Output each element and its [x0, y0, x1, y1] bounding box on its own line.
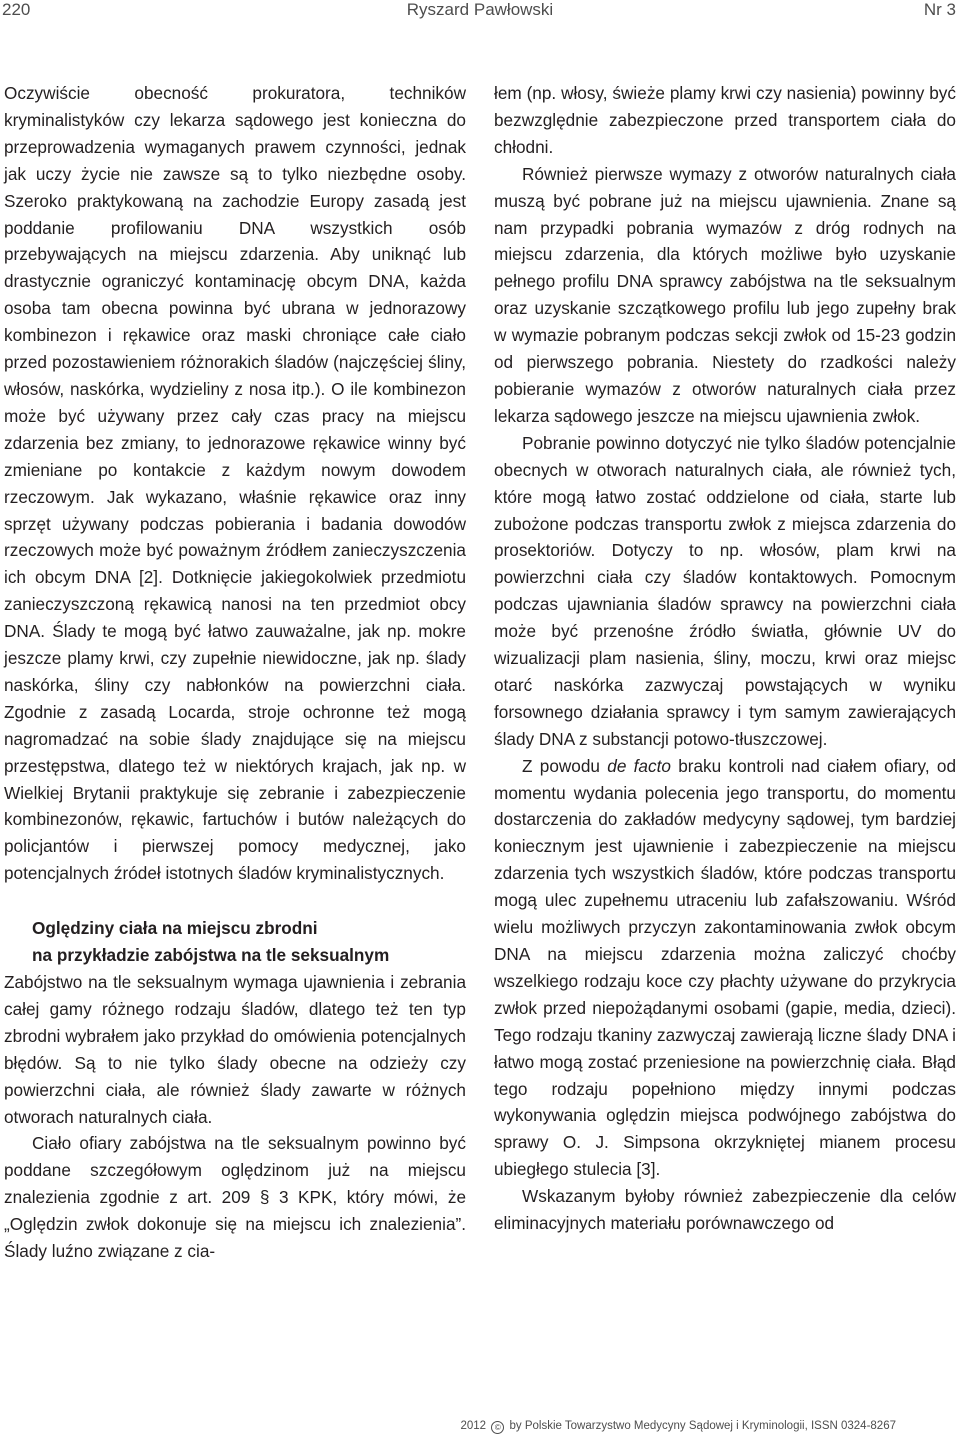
paragraph: Ciało ofiary zabójstwa na tle seksualnym powinno być poddane szczegółowym oględzinom już na miejscu znalezienia zgodnie z art. 209 § 3 KPK, który mówi, że „Oględzin zwłok dokonuje się na miejscu ich znalezienia”. Ślady luźno związane z cia-: [4, 1133, 466, 1262]
running-author: Ryszard Pawłowski: [406, 0, 554, 19]
section-heading-line-2: na przykładzie zabójstwa na tle seksualnym: [32, 945, 390, 966]
copyright-year: 2012: [460, 1420, 487, 1432]
section-heading-line-1: Oględziny ciała na miejscu zbrodni: [32, 918, 318, 939]
paragraph: Zabójstwo na tle seksualnym wymaga ujawnienia i zebrania całej gamy różnego rodzaju śladów, dlatego też ten typ zbrodni wybrałem jako przykład do omówienia potencjalnych błędów. Są to nie tylko ślady obecne na odzieży czy powierzchni ciała, ale również ślady zawarte w różnych otworach naturalnych ciała.: [4, 972, 466, 1127]
right-column: [494, 80, 956, 1237]
paragraph: Również pierwsze wymazy z otworów naturalnych ciała muszą być pobrane już na miejscu ujawnienia. Znane są nam przypadki pobrania wymazów z dróg rodnych na miejscu zdarzenia, dla których możliwe było uzyskanie pełnego profilu DNA sprawcy zabójstwa na tle seksualnym oraz uzyskanie szczątkowego profilu lub jego zupełny brak w wymazie pobranym podczas sekcji zwłok od 15-23 godzin od pierwszego pobrania. Niestety do rzadkości należy pobieranie wymazów z otworów naturalnych ciała przez lekarza sądowego jeszcze na miejscu ujawnienia zwłok.: [494, 163, 956, 426]
section-heading: [4, 915, 466, 969]
paragraph: Wskazanym byłoby również zabezpieczenie dla celów eliminacyjnych materiału porównawczego od: [494, 1186, 956, 1234]
page-number: 220: [2, 0, 31, 19]
paragraph: Oczywiście obecność prokuratora, techników kryminalistyków czy lekarza sądowego jest konieczna do przeprowadzenia wymaganych prawem czynności, jednak jak uczy życie nie zawsze są to tylko niezbędne osoby. Szeroko praktykowaną na zachodzie Europy zasadą jest poddanie profilowaniu DNA wszystkich osób przebywających na miejscu zdarzenia. Aby uniknąć lub drastycznie ograniczyć kontaminację obcym DNA, każda osoba tam obecna powinna być ubrana w jednorazowy kombinezon i rękawice oraz maski chroniące całe ciało przed pozostawieniem różnorakich śladów (najczęściej śliny, włosów, naskórka, wydzieliny z nosa itp.). O ile kombinezon może być używany przez cały czas pracy na miejscu zdarzenia bez zmiany, to jednorazowe rękawice winny być zmieniane po kontakcie z każdym nowym dowodem rzeczowym. Jak wykazano, właśnie rękawice oraz inny sprzęt używany podczas pobierania i badania dowodów rzeczowych może być poważnym źródłem zanieczyszczenia ich obcym DNA [2]. Dotknięcie jakiegokolwiek przedmiotu zanieczyszczoną rękawicą nanosi na ten przedmiot obcy DNA. Ślady te mogą być łatwo zauważalne, jak np. mokre jeszcze plamy krwi, czy zupełnie niewidoczne, jak np. ślady naskórka, śliny czy nabłonków na powierzchni ciała. Zgodnie z zasadą Locarda, stroje ochronne też mogą nagromadzać na sobie ślady znajdujące się na miejscu przestępstwa, dlatego też w niektórych krajach, jak np. w Wielkiej Brytanii praktykuje się zebranie i zabezpieczenie kombinezonów, rękawic, fartuchów i butów należących do policjantów i pierwszej pomocy medycznej, jako potencjalnych źródeł istotnych śladów kryminalistycznych.: [4, 83, 466, 884]
issue-number: Nr 3: [923, 0, 956, 19]
page-footer: [0, 1420, 960, 1434]
italic-phrase: de facto: [607, 755, 671, 776]
copyright-icon: ©: [491, 1421, 504, 1434]
left-column: [4, 80, 466, 1265]
copyright-text: by Polskie Towarzystwo Medycyny Sądowej i Kryminologii, ISSN 0324-8267: [509, 1420, 896, 1432]
page-header: [0, 0, 960, 24]
paragraph: [494, 753, 956, 1184]
text-run: braku kontroli nad ciałem ofiary, od momentu wydania polecenia jego transportu, do momentu dostarczenia do zakładów medycyny sądowej, tym bardziej koniecznym jest ujawnienie i zabezpieczenie na miejscu zdarzenia tych wszystkich śladów, które podczas transportu mogą ulec zupełnemu utraceniu lub zafałszowaniu. Wśród wielu możliwych przyczyn zakontaminowania zwłok obcym DNA na miejscu zdarzenia można zaliczyć choćby wszelkiego rodzaju koce czy płachty używane do przykrycia zwłok przed niepożądanymi osobami (gapie, media, dzieci). Tego rodzaju tkaniny zazwyczaj zawierają liczne ślady DNA i łatwo mogą zostać przeniesione na powierzchnię ciała. Błąd tego rodzaju popełniono między innymi podczas wykonywania oględzin miejsca podwójnego zabójstwa do sprawy O. J. Simpsona okrzykniętej mianem procesu ubiegłego stulecia [3].: [494, 755, 956, 1180]
paragraph: Pobranie powinno dotyczyć nie tylko śladów potencjalnie obecnych w otworach naturalnych ciała, ale również tych, które mogą łatwo zostać oddzielone od ciała, starte lub zubożone podczas transportu zwłok z miejsca zdarzenia do prosektoriów. Dotyczy to np. włosów, plam krwi na powierzchni ciała czy śladów kontaktowych. Pomocnym podczas ujawniania śladów sprawcy na powierzchni ciała może być przenośne źródło światła, głównie UV do wizualizacji plam nasienia, śliny, moczu, krwi oraz miejsc otarć naskórka zazwyczaj powstających w wyniku forsownego działania sprawcy i tym samym zawierających ślady DNA z substancji potowo-tłuszczowej.: [494, 432, 956, 749]
text-run: Z powodu: [522, 755, 608, 776]
paragraph: łem (np. włosy, świeże plamy krwi czy nasienia) powinny być bezwzględnie zabezpieczone przed transportem ciała do chłodni.: [494, 83, 956, 157]
copyright-line: [461, 1420, 897, 1432]
